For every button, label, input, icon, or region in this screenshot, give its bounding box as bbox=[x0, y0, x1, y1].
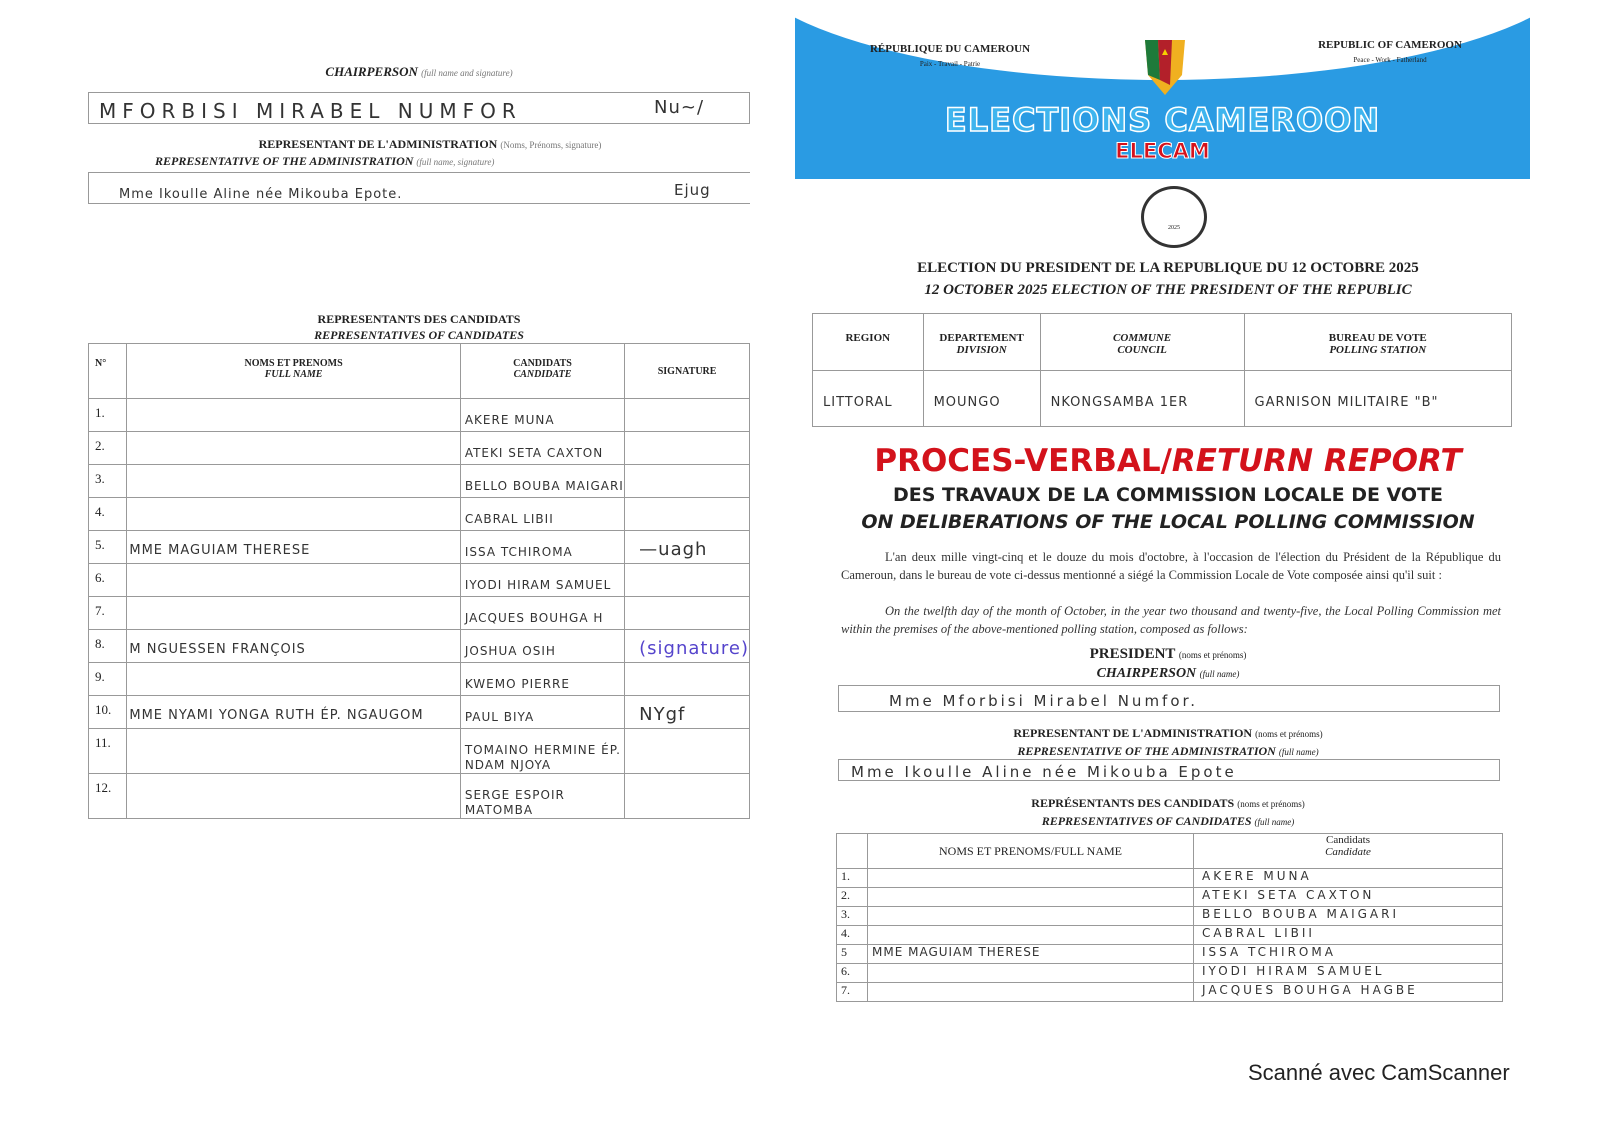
row-number: 7. bbox=[89, 597, 127, 630]
label: REPRESENTANT DE L'ADMINISTRATION bbox=[1013, 726, 1253, 740]
fr: COMMUNE bbox=[1113, 332, 1172, 344]
row-number: 2. bbox=[89, 432, 127, 465]
note: (noms et prénoms) bbox=[1178, 650, 1247, 660]
row-number: 6. bbox=[837, 964, 868, 983]
row-number: 1. bbox=[837, 869, 868, 888]
header-name: NOMS ET PRENOMS/FULL NAME bbox=[868, 834, 1194, 869]
subtitle-en: ON DELIBERATIONS OF THE LOCAL POLLING COMMISSION bbox=[861, 511, 1475, 533]
republic-fr: RÉPUBLIQUE DU CAMEROUN bbox=[869, 43, 1031, 55]
candidate-name: CABRAL LIBII bbox=[460, 498, 624, 531]
header-signature: SIGNATURE bbox=[625, 344, 750, 399]
fr: BUREAU DE VOTE bbox=[1328, 332, 1427, 344]
row-number: 4. bbox=[89, 498, 127, 531]
signature bbox=[625, 774, 750, 819]
chairperson-heading bbox=[812, 666, 1524, 682]
candidate-name: CABRAL LIBII bbox=[1194, 926, 1503, 945]
signature bbox=[625, 729, 750, 774]
election-title-fr: ELECTION DU PRESIDENT DE LA REPUBLIQUE DU 12 OCTOBRE 2025 bbox=[917, 260, 1419, 276]
note: (full name) bbox=[1199, 669, 1240, 679]
row-number: 9. bbox=[89, 663, 127, 696]
en: Candidate bbox=[1325, 846, 1371, 858]
brand-title: ELECTIONS CAMEROON bbox=[944, 101, 1381, 139]
location-header-2 bbox=[1040, 314, 1244, 371]
candidate-name: JACQUES BOUHGA H bbox=[460, 597, 624, 630]
note: (noms et prénoms) bbox=[1255, 729, 1323, 739]
label: REPRESENTANT DE L'ADMINISTRATION bbox=[258, 137, 498, 151]
candidate-name: ISSA TCHIROMA bbox=[460, 531, 624, 564]
signature: NYgf bbox=[625, 696, 750, 729]
intro-paragraph-en: On the twelfth day of the month of October, in the year two thousand and twenty-five, the Local Polling Commission met within the premises of the above-mentioned polling station, composed as follows: bbox=[841, 604, 1501, 636]
row-number: 3. bbox=[837, 907, 868, 926]
fr: DEPARTEMENT bbox=[939, 332, 1024, 344]
table-row bbox=[837, 869, 1503, 888]
signature bbox=[625, 564, 750, 597]
candidate-name: SERGE ESPOIR MATOMBA bbox=[460, 774, 624, 819]
signature: (signature) bbox=[625, 630, 750, 663]
signature bbox=[625, 498, 750, 531]
republic-en: REPUBLIC OF CAMEROON bbox=[1318, 39, 1462, 51]
candidate-name: TOMAINO HERMINE ÉP. NDAM NJOYA bbox=[460, 729, 624, 774]
representative-name bbox=[127, 399, 460, 432]
candidate-name: JACQUES BOUHGA HAGBE bbox=[1194, 983, 1503, 1002]
location-table bbox=[812, 313, 1512, 427]
signature bbox=[625, 597, 750, 630]
row-number: 11. bbox=[89, 729, 127, 774]
candidate-name: PAUL BIYA bbox=[460, 696, 624, 729]
label: REPRESENTATIVE OF THE ADMINISTRATION bbox=[1017, 744, 1276, 758]
elecam-banner bbox=[795, 15, 1530, 179]
candidate-name: ISSA TCHIROMA bbox=[1194, 945, 1503, 964]
admin-heading-fr bbox=[812, 726, 1524, 741]
motto-fr: Paix - Travail - Patrie bbox=[919, 60, 981, 68]
admin-heading-fr bbox=[120, 137, 740, 152]
note: (full name and signature) bbox=[421, 68, 513, 78]
row-number: 3. bbox=[89, 465, 127, 498]
intro-paragraph-fr: L'an deux mille vingt-cinq et le douze du mois d'octobre, à l'occasion de l'élection du Président de la République du Cameroun, dans le bureau de vote ci-dessus mentionné a siégé la Commission Locale de Vote composée ainsi qu'il suit : bbox=[841, 550, 1501, 582]
row-number: 1. bbox=[89, 399, 127, 432]
representative-name bbox=[868, 888, 1194, 907]
admin-field bbox=[88, 172, 750, 204]
header-no: N° bbox=[89, 344, 127, 399]
representative-name: M NGUESSEN FRANÇOIS bbox=[127, 630, 460, 663]
row-number: 6. bbox=[89, 564, 127, 597]
location-value-1: MOUNGO bbox=[923, 371, 1040, 427]
fr: REGION bbox=[845, 332, 891, 344]
row-number: 12. bbox=[89, 774, 127, 819]
label: CHAIRPERSON bbox=[325, 64, 418, 79]
admin-heading-en bbox=[812, 744, 1524, 759]
header-name bbox=[127, 344, 460, 399]
reps-heading-en bbox=[812, 814, 1524, 829]
table-row bbox=[837, 907, 1503, 926]
candidate-name: ATEKI SETA CAXTON bbox=[460, 432, 624, 465]
representative-name bbox=[868, 964, 1194, 983]
location-value-2: NKONGSAMBA 1ER bbox=[1040, 371, 1244, 427]
note: (full name, signature) bbox=[416, 157, 495, 167]
representative-name: MME NYAMI YONGA RUTH ÉP. NGAUGOM bbox=[127, 696, 460, 729]
fr: CANDIDATS bbox=[513, 358, 572, 369]
chairperson-signature: Nu~/ bbox=[654, 97, 705, 118]
en: POLLING STATION bbox=[1329, 344, 1427, 356]
row-number: 8. bbox=[89, 630, 127, 663]
fr: Candidats bbox=[1326, 834, 1370, 846]
representative-name bbox=[127, 597, 460, 630]
admin-field bbox=[838, 759, 1500, 781]
row-number: 4. bbox=[837, 926, 868, 945]
representative-name bbox=[868, 869, 1194, 888]
signature bbox=[625, 465, 750, 498]
location-value-0: LITTORAL bbox=[813, 371, 924, 427]
label: REPRESENTATIVES OF CANDIDATES bbox=[1041, 814, 1252, 828]
table-row bbox=[837, 983, 1503, 1002]
seal-year: 2025 bbox=[1168, 225, 1180, 231]
note: (full name) bbox=[1278, 747, 1319, 757]
representative-name: MME MAGUIAM THERESE bbox=[127, 531, 460, 564]
en: COUNCIL bbox=[1117, 344, 1167, 356]
table-row bbox=[89, 729, 750, 774]
signature bbox=[625, 663, 750, 696]
representative-name bbox=[868, 907, 1194, 926]
header-candidate bbox=[1194, 834, 1503, 869]
en: CANDIDATE bbox=[513, 369, 572, 380]
table-row bbox=[89, 465, 750, 498]
row-number: 5 bbox=[837, 945, 868, 964]
reps-heading-fr bbox=[812, 796, 1524, 811]
location-header-0 bbox=[813, 314, 924, 371]
representative-name bbox=[868, 983, 1194, 1002]
coat-of-arms-icon bbox=[1140, 35, 1190, 100]
representative-name bbox=[868, 926, 1194, 945]
candidate-name: AKERE MUNA bbox=[1194, 869, 1503, 888]
candidate-name: BELLO BOUBA MAIGARI bbox=[1194, 907, 1503, 926]
candidate-name: IYODI HIRAM SAMUEL bbox=[460, 564, 624, 597]
table-row bbox=[89, 630, 750, 663]
representative-name: MME MAGUIAM THERESE bbox=[868, 945, 1194, 964]
table-row bbox=[89, 564, 750, 597]
label: REPRESENTATIVE OF THE ADMINISTRATION bbox=[155, 154, 414, 168]
location-header-1 bbox=[923, 314, 1040, 371]
subtitle-fr: DES TRAVAUX DE LA COMMISSION LOCALE DE VOTE bbox=[892, 484, 1444, 506]
president-field bbox=[838, 685, 1500, 712]
representative-name bbox=[127, 432, 460, 465]
motto-en: Peace - Work - Fatherland bbox=[1353, 56, 1427, 64]
candidate-name: ATEKI SETA CAXTON bbox=[1194, 888, 1503, 907]
representative-name bbox=[127, 498, 460, 531]
admin-signature: Ejug bbox=[674, 181, 711, 199]
row-number: 10. bbox=[89, 696, 127, 729]
candidate-name: BELLO BOUBA MAIGARI bbox=[460, 465, 624, 498]
row-number: 5. bbox=[89, 531, 127, 564]
table-row bbox=[89, 663, 750, 696]
title-en: RETURN REPORT bbox=[1171, 443, 1462, 479]
elecam-seal bbox=[1141, 186, 1207, 248]
en: FULL NAME bbox=[264, 369, 323, 380]
note: (full name) bbox=[1254, 817, 1295, 827]
signature: —uagh bbox=[625, 531, 750, 564]
candidate-name: AKERE MUNA bbox=[460, 399, 624, 432]
table-row bbox=[89, 774, 750, 819]
location-header-3 bbox=[1244, 314, 1511, 371]
table-row bbox=[89, 531, 750, 564]
signature bbox=[625, 432, 750, 465]
chairperson-field bbox=[88, 92, 750, 124]
representative-name bbox=[127, 564, 460, 597]
camscanner-watermark: Scanné avec CamScanner bbox=[1248, 1060, 1510, 1085]
label: PRESIDENT bbox=[1089, 646, 1176, 662]
chairperson-name: MFORBISI MIRABEL NUMFOR bbox=[99, 99, 522, 123]
table-row bbox=[89, 498, 750, 531]
table-row bbox=[837, 964, 1503, 983]
signature bbox=[625, 399, 750, 432]
row-number: 2. bbox=[837, 888, 868, 907]
table-row bbox=[89, 432, 750, 465]
president-name: Mme Mforbisi Mirabel Numfor. bbox=[889, 692, 1199, 710]
representative-name bbox=[127, 465, 460, 498]
en: DIVISION bbox=[956, 344, 1007, 356]
left-reps-table bbox=[88, 343, 750, 819]
label: REPRÉSENTANTS DES CANDIDATS bbox=[1031, 796, 1235, 810]
note: (Noms, Prénoms, signature) bbox=[500, 140, 602, 150]
row-number: 7. bbox=[837, 983, 868, 1002]
label: CHAIRPERSON bbox=[1096, 666, 1197, 681]
table-row bbox=[837, 888, 1503, 907]
election-title-en: 12 OCTOBER 2025 ELECTION OF THE PRESIDENT OF THE REPUBLIC bbox=[924, 282, 1412, 298]
location-value-3: GARNISON MILITAIRE "B" bbox=[1244, 371, 1511, 427]
admin-heading-en bbox=[155, 154, 494, 169]
brand-short: ELECAM bbox=[1115, 139, 1210, 163]
note: (noms et prénoms) bbox=[1237, 799, 1305, 809]
table-row bbox=[89, 696, 750, 729]
admin-name: Mme Ikoulle Aline née Mikouba Epote bbox=[851, 763, 1237, 781]
representative-name bbox=[127, 663, 460, 696]
table-row bbox=[837, 926, 1503, 945]
table-row bbox=[837, 945, 1503, 964]
title-fr: PROCES-VERBAL/ bbox=[874, 443, 1172, 479]
table-row bbox=[89, 597, 750, 630]
reps-title-fr: REPRESENTANTS DES CANDIDATS bbox=[317, 312, 521, 326]
header-candidate bbox=[460, 344, 624, 399]
report-title bbox=[812, 443, 1524, 479]
representative-name bbox=[127, 774, 460, 819]
reps-title-en: REPRESENTATIVES OF CANDIDATES bbox=[314, 328, 524, 342]
chairperson-heading bbox=[88, 64, 750, 80]
representative-name bbox=[127, 729, 460, 774]
right-reps-table bbox=[836, 833, 1503, 1002]
candidate-name: IYODI HIRAM SAMUEL bbox=[1194, 964, 1503, 983]
candidate-name: KWEMO PIERRE bbox=[460, 663, 624, 696]
president-heading bbox=[812, 646, 1524, 663]
admin-name: Mme Ikoulle Aline née Mikouba Epote. bbox=[119, 187, 403, 202]
candidate-name: JOSHUA OSIH bbox=[460, 630, 624, 663]
fr: NOMS ET PRENOMS bbox=[244, 358, 343, 369]
table-row bbox=[89, 399, 750, 432]
